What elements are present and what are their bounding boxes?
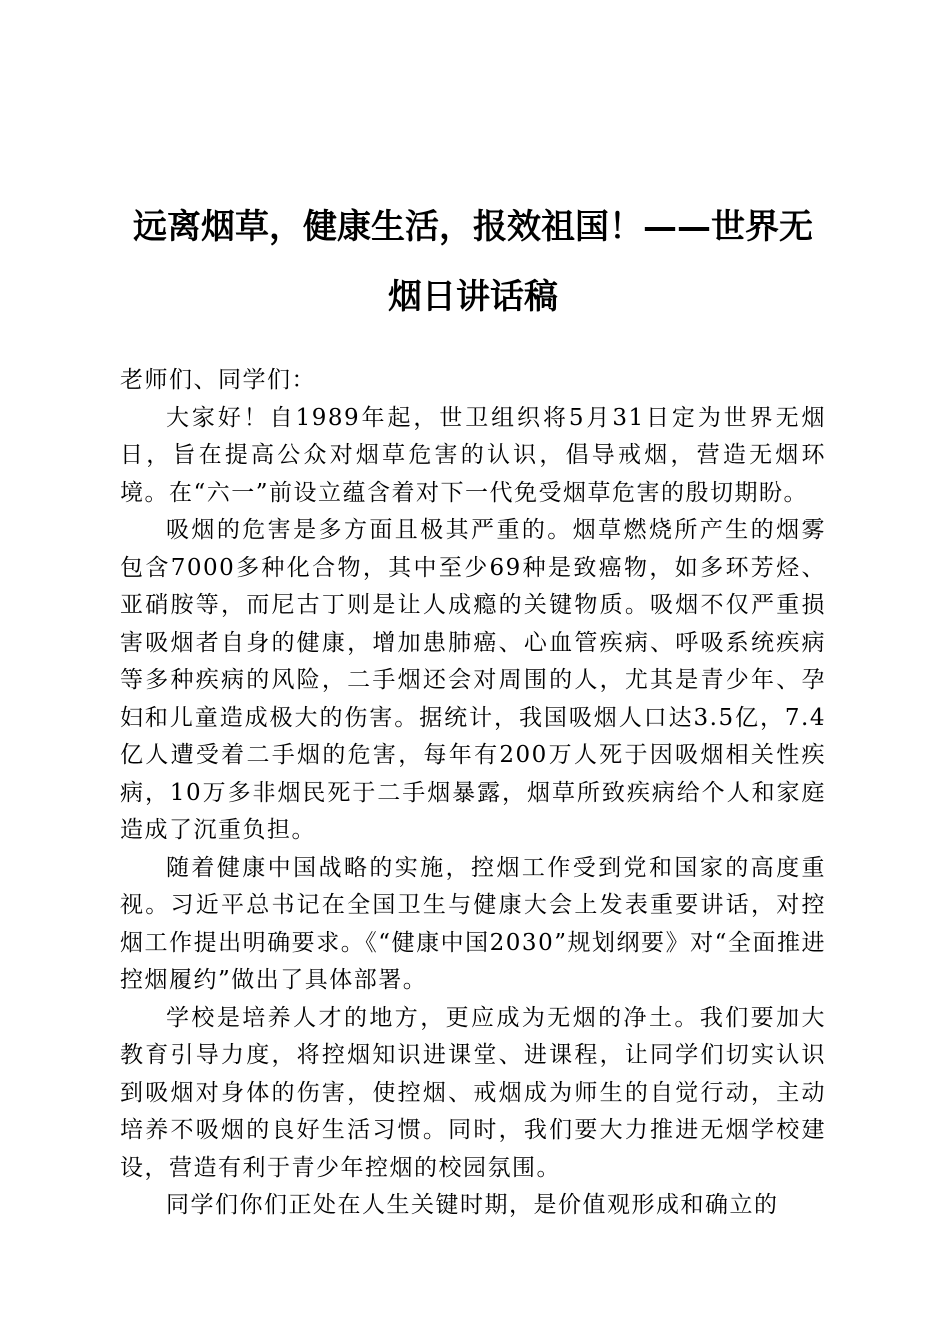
document-title: 远离烟草，健康生活，报效祖国！——世界无烟日讲话稿 [133, 207, 813, 317]
paragraph-healthy-china: 随着健康中国战略的实施，控烟工作受到党和国家的高度重视。习近平总书记在全国卫生与健康大会上发表重要讲话，对控烟工作提出明确要求。《“健康中国2030”规划纲要》对“全面推进控烟履约”做出了具体部署。 [120, 854, 826, 993]
document-body [120, 362, 826, 1225]
paragraph-students: 同学们你们正处在人生关键时期，是价值观形成和确立的 [166, 1192, 779, 1218]
paragraph-school: 学校是培养人才的地方，更应成为无烟的净土。我们要加大教育引导力度，将控烟知识进课堂、进课程，让同学们切实认识到吸烟对身体的伤害，使控烟、戒烟成为师生的自觉行动，主动培养不吸烟的良好生活习惯。同时，我们要大力推进无烟学校建设，营造有利于青少年控烟的校园氛围。 [120, 1004, 826, 1181]
salutation: 老师们、同学们： [120, 367, 316, 393]
paragraph-greeting: 大家好！自1989年起，世卫组织将5月31日定为世界无烟日，旨在提高公众对烟草危害的认识，倡导戒烟，营造无烟环境。在“六一”前设立蕴含着对下一代免受烟草危害的殷切期盼。 [120, 404, 826, 506]
paragraph-smoking-harm: 吸烟的危害是多方面且极其严重的。烟草燃烧所产生的烟雾包含7000多种化合物，其中至少69种是致癌物，如多环芳烃、亚硝胺等，而尼古丁则是让人成瘾的关键物质。吸烟不仅严重损害吸烟者自身的健康，增加患肺癌、心血管疾病、呼吸系统疾病等多种疾病的风险，二手烟还会对周围的人，尤其是青少年、孕妇和儿童造成极大的伤害。据统计，我国吸烟人口达3.5亿，7.4亿人遭受着二手烟的危害，每年有200万人死于因吸烟相关性疾病，10万多非烟民死于二手烟暴露，烟草所致疾病给个人和家庭造成了沉重负担。 [120, 517, 826, 843]
